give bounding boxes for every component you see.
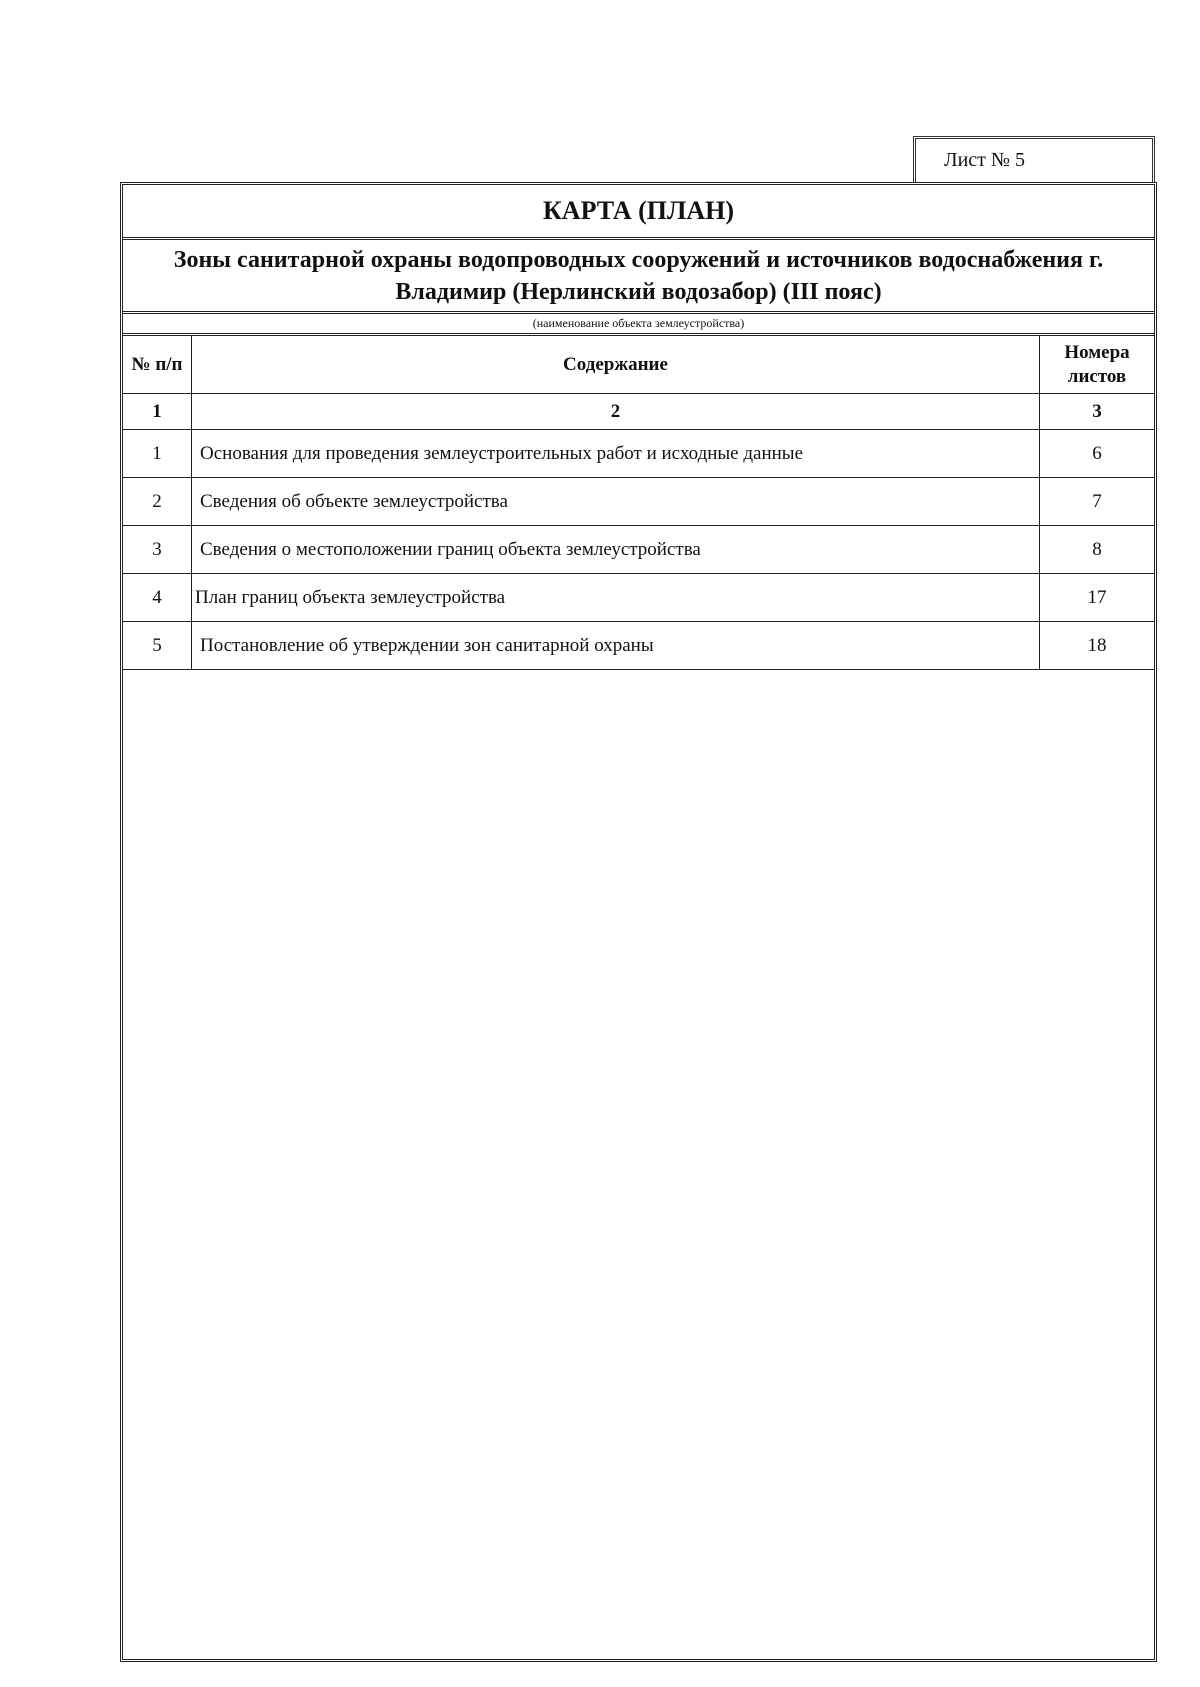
row-content: Сведения о местоположении границ объекта землеустройства [192, 526, 1040, 574]
column-number: 3 [1040, 394, 1155, 430]
sheet-number-label: Лист № 5 [944, 149, 1025, 171]
document-frame [120, 182, 1157, 1662]
row-sheet: 6 [1040, 430, 1155, 478]
column-number: 1 [123, 394, 192, 430]
table-header-row [123, 336, 1154, 394]
row-number: 5 [123, 622, 192, 670]
document-title: КАРТА (ПЛАН) [123, 185, 1154, 240]
table-row [123, 574, 1154, 622]
table-row [123, 526, 1154, 574]
row-sheet: 7 [1040, 478, 1155, 526]
header-number: № п/п [123, 336, 192, 394]
row-number: 4 [123, 574, 192, 622]
row-content: Сведения об объекте землеустройства [192, 478, 1040, 526]
row-content: Основания для проведения землеустроительных работ и исходные данные [192, 430, 1040, 478]
table-row [123, 478, 1154, 526]
row-sheet: 8 [1040, 526, 1155, 574]
sheet-number-box [913, 136, 1155, 182]
column-number-row [123, 394, 1154, 430]
contents-table [123, 336, 1154, 670]
row-number: 3 [123, 526, 192, 574]
header-sheets: Номера листов [1040, 336, 1155, 394]
row-sheet: 18 [1040, 622, 1155, 670]
column-number: 2 [192, 394, 1040, 430]
object-name-caption: (наименование объекта землеустройства) [123, 314, 1154, 336]
row-content: Постановление об утверждении зон санитарной охраны [192, 622, 1040, 670]
object-name: Зоны санитарной охраны водопроводных сооружений и источников водоснабжения г. Владимир (Нерлинский водозабор) (III пояс) [123, 240, 1154, 314]
table-row [123, 622, 1154, 670]
row-number: 1 [123, 430, 192, 478]
header-content: Содержание [192, 336, 1040, 394]
row-sheet: 17 [1040, 574, 1155, 622]
table-row [123, 430, 1154, 478]
row-content: План границ объекта землеустройства [192, 574, 1040, 622]
row-number: 2 [123, 478, 192, 526]
